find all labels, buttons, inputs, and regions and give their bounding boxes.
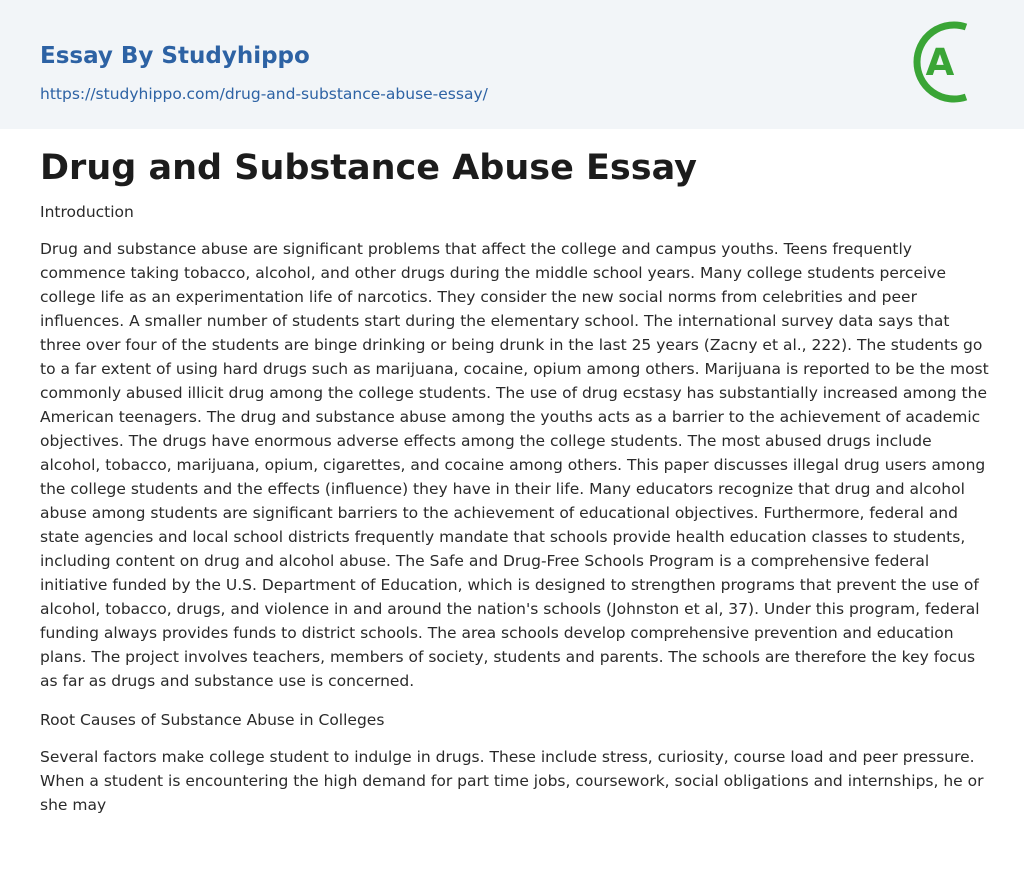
article xyxy=(40,129,990,817)
paragraph-root-causes: Several factors make college student to indulge in drugs. These include stress, curiosity, course load and peer pressure. When a student is encountering the high demand for part time jobs, coursework, social obligations and internships, he or she may xyxy=(40,748,984,814)
site-header xyxy=(0,0,1024,129)
studyhippo-logo-icon[interactable] xyxy=(910,18,988,106)
logo-letter: A xyxy=(925,41,955,84)
paragraph-introduction: Drug and substance abuse are significant problems that affect the college and campus youths. Teens frequently commence taking tobacco, alcohol, and other drugs during the middle school years. Many college students perceive college life as an experimentation life of narcotics. They consider the new social norms from celebrities and peer influences. A smaller number of students start during the elementary school. The international survey data says that three over four of the students are binge drinking or being drunk in the last 25 years (Zacny et al., 222). The students go to a far extent of using hard drugs such as marijuana, cocaine, opium among others. Marijuana is reported to be the most commonly abused illicit drug among the college students. The use of drug ecstasy has substantially increased among the American teenagers. The drug and substance abuse among the youths acts as a barrier to the achievement of academic objectives. The drugs have enormous adverse effects among the college students. The most abused drugs include alcohol, tobacco, marijuana, opium, cigarettes, and cocaine among others. This paper discusses illegal drug users among the college students and the effects (influence) they have in their life. Many educators recognize that drug and alcohol abuse among students are significant barriers to the achievement of educational objectives. Furthermore, federal and state agencies and local school districts frequently mandate that schools provide health education classes to students, including content on drug and alcohol abuse. The Safe and Drug-Free Schools Program is a comprehensive federal initiative funded by the U.S. Department of Education, which is designed to strengthen programs that prevent the use of alcohol, tobacco, drugs, and violence in and around the nation's schools (Johnston et al, 37). Under this program, federal funding always provides funds to district schools. The area schools develop comprehensive prevention and education plans. The project involves teachers, members of society, students and parents. The schools are therefore the key focus as far as drugs and substance use is concerned. xyxy=(40,240,989,690)
page-title: Drug and Substance Abuse Essay xyxy=(40,148,697,188)
section-heading-introduction: Introduction xyxy=(40,203,134,221)
article-url-link[interactable]: https://studyhippo.com/drug-and-substance-abuse-essay/ xyxy=(40,85,488,103)
section-heading-root-causes: Root Causes of Substance Abuse in Colleges xyxy=(40,711,385,729)
site-title[interactable]: Essay By Studyhippo xyxy=(40,43,310,69)
